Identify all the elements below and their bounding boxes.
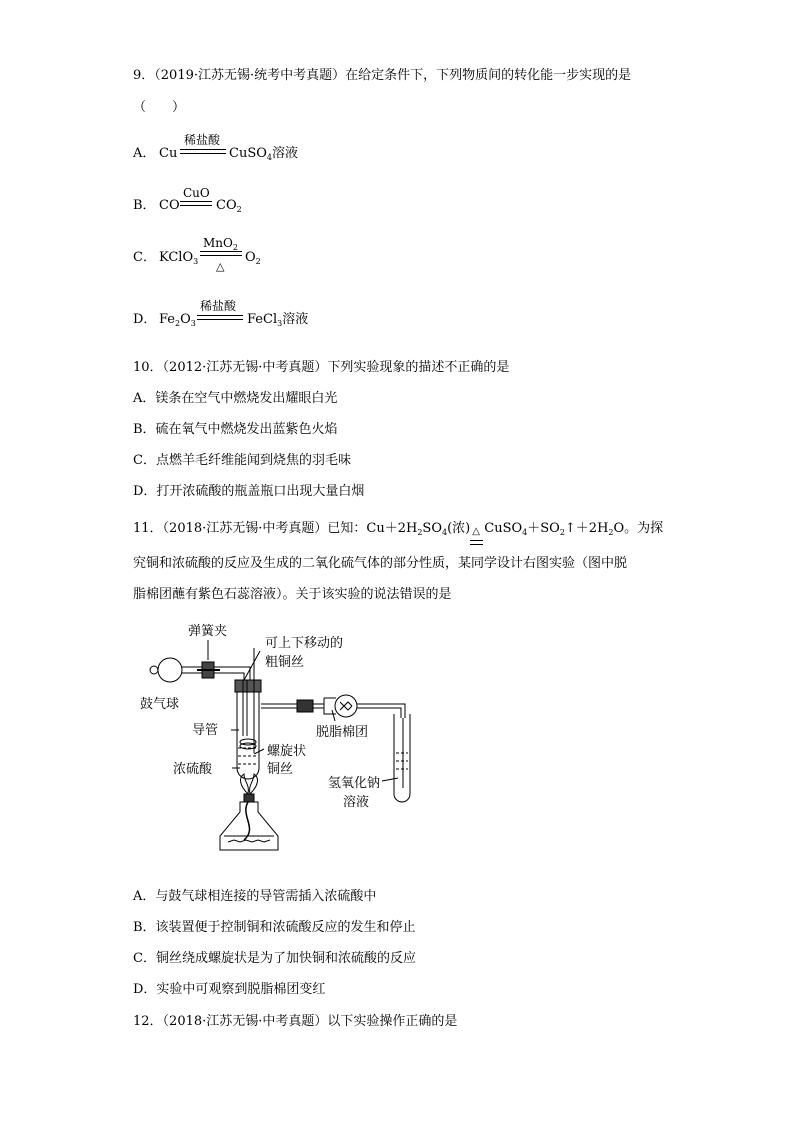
product: CuSO$_4$溶液 bbox=[229, 146, 298, 162]
label-acid: 浓硫酸 bbox=[173, 762, 213, 777]
option-label: D． bbox=[133, 312, 157, 327]
label-wire-1: 可上下移动的 bbox=[265, 636, 344, 651]
heat-symbol: △ bbox=[472, 526, 480, 537]
reaction-arrow bbox=[197, 315, 243, 320]
cotton-ball bbox=[335, 695, 357, 717]
stopper bbox=[235, 680, 261, 692]
q10-option-a[interactable]: A．镁条在空气中燃烧发出耀眼白光 bbox=[133, 391, 338, 406]
q11-option-c[interactable]: C．铜丝绕成螺旋状是为了加快铜和浓硫酸的反应 bbox=[133, 951, 416, 966]
side-arm bbox=[261, 704, 300, 708]
heat-symbol: △ bbox=[216, 260, 225, 273]
q11-option-a[interactable]: A．与鼓气球相连接的导管需插入浓硫酸中 bbox=[133, 889, 377, 904]
reactant: CO bbox=[159, 198, 180, 213]
bulb-valve bbox=[150, 666, 158, 674]
q11-stem-line1: 11．（2018·江苏无锡·中考真题）已知：$Cu+2H_2SO_4$(浓) △ $CuSO_4+SO_2↑+2H_2O$。为探 bbox=[133, 521, 663, 541]
reaction-arrow bbox=[200, 251, 242, 256]
q10-stem: 10．（2012·江苏无锡·中考真题）下列实验现象的描述不正确的是 bbox=[133, 360, 510, 375]
q11-stem-line3: 脂棉团蘸有紫色石蕊溶液）。关于该实验的说法错误的是 bbox=[133, 587, 452, 602]
rubber-joint bbox=[297, 700, 313, 712]
reaction-arrow bbox=[180, 149, 226, 154]
label-clamp: 弹簧夹 bbox=[188, 624, 228, 639]
reagent: CuO bbox=[183, 186, 210, 200]
flame bbox=[241, 774, 249, 794]
product: $CO_2$ bbox=[216, 198, 242, 214]
q11-option-b[interactable]: B．该装置便于控制铜和浓硫酸反应的发生和停止 bbox=[133, 920, 416, 935]
label-bulb: 鼓气球 bbox=[140, 697, 180, 712]
label-cotton: 脱脂棉团 bbox=[316, 725, 369, 740]
q10-option-d[interactable]: D．打开浓硫酸的瓶盖瓶口出现大量白烟 bbox=[133, 484, 365, 499]
bulb-shape bbox=[158, 658, 182, 682]
leader-cotton bbox=[332, 710, 335, 721]
reactant: KClO$_3$ bbox=[159, 250, 199, 266]
option-label: B． bbox=[133, 198, 156, 213]
q11-option-d[interactable]: D．实验中可观察到脱脂棉团变红 bbox=[133, 982, 326, 997]
apparatus-diagram bbox=[140, 618, 430, 873]
reagent: 稀盐酸 bbox=[184, 133, 221, 147]
reactant: Cu bbox=[159, 146, 178, 161]
reagent: 稀盐酸 bbox=[200, 299, 237, 313]
test-tube bbox=[237, 692, 259, 779]
product: FeCl$_3$溶液 bbox=[247, 312, 309, 328]
label-tube: 导管 bbox=[192, 723, 219, 738]
label-wire-2: 粗铜丝 bbox=[265, 655, 305, 670]
q12-stem: 12．（2018·江苏无锡·中考真题）以下实验操作正确的是 bbox=[133, 1014, 458, 1029]
q9-answer-paren: （ ） bbox=[133, 100, 186, 115]
label-naoh-1: 氢氧化钠 bbox=[328, 776, 381, 791]
delivery-tube bbox=[357, 704, 405, 718]
reagent: MnO$_2$ bbox=[203, 236, 238, 252]
q9-stem: 9．（2019·江苏无锡·统考中考真题）在给定条件下，下列物质间的转化能一步实现的是 bbox=[133, 68, 632, 83]
label-spiral-1: 螺旋状 bbox=[267, 744, 307, 759]
option-label: A． bbox=[133, 146, 156, 161]
q10-option-b[interactable]: B．硫在氧气中燃烧发出蓝紫色火焰 bbox=[133, 422, 338, 437]
product: $O_2$ bbox=[245, 250, 261, 266]
reactant: $Fe_2O_3$ bbox=[159, 312, 196, 328]
label-naoh-2: 溶液 bbox=[343, 795, 370, 810]
naoh-tube bbox=[394, 714, 410, 802]
option-label: C． bbox=[133, 250, 156, 265]
label-spiral-2: 铜丝 bbox=[267, 762, 294, 777]
q10-option-c[interactable]: C．点燃羊毛纤维能闻到烧焦的羽毛味 bbox=[133, 453, 351, 468]
lamp-wick-holder bbox=[244, 794, 254, 802]
leader-naoh bbox=[382, 778, 398, 781]
q11-stem-line2: 究铜和浓硫酸的反应及生成的二氧化硫气体的部分性质，某同学设计右图实验（图中脱 bbox=[133, 556, 628, 571]
reaction-arrow bbox=[180, 201, 212, 206]
